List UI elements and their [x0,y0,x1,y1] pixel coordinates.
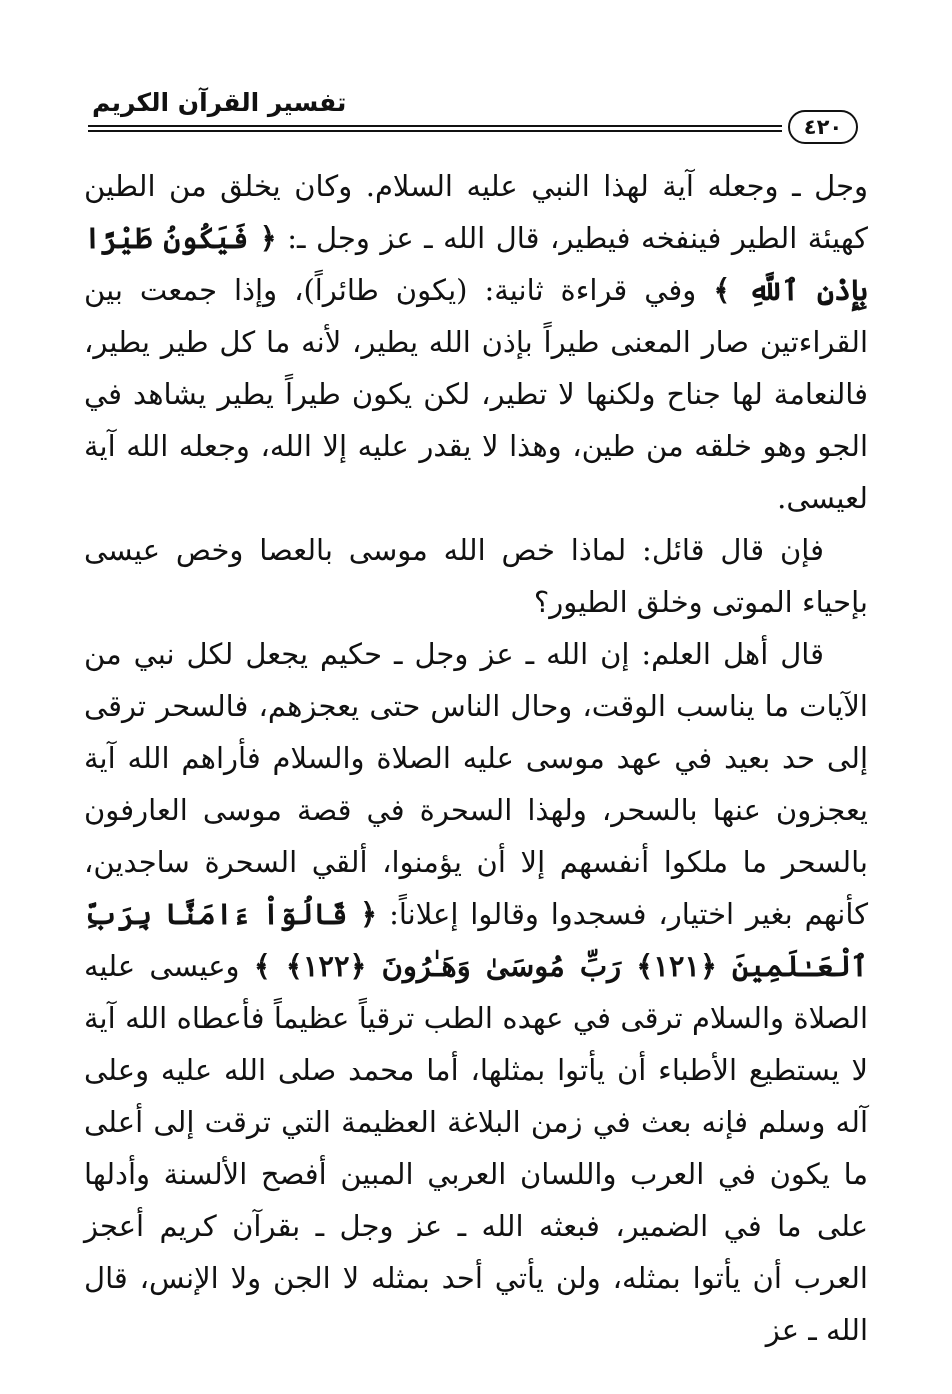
paragraph-text: فإن قال قائل: لماذا خص الله موسى بالعصا وخص عيسى بإحياء الموتى وخلق الطيور؟ [84,533,868,619]
body-text [84,160,868,1356]
running-title: تفسير القرآن الكريم [92,88,347,117]
paragraph [84,628,868,1356]
paragraph [84,524,868,628]
paragraph [84,160,868,524]
quran-verse: ﴿ قَالُوٓاْ ءَامَنَّا بِرَبِّ ٱلْعَـٰلَمِينَ ﴿١٢١﴾ رَبِّ مُوسَىٰ وَهَـٰرُونَ ﴿١٢٢﴾ ﴾ [84,897,868,983]
page-header [88,80,864,150]
paragraph-text: وجل ـ وجعله آية لهذا النبي عليه السلام. وكان يخلق من الطين كهيئة الطير فينفخه فيطير، قال الله ـ عز وجل ـ: [84,169,868,255]
paragraph-text: وفي قراءة ثانية: (يكون طائراً)، وإذا جمعت بين القراءتين صار المعنى طيراً بإذن الله يطير، لأنه ما كل طير يطير، فالنعامة لها جناح ولكنها لا تطير، لكن يكون طيراً يطير يشاهد في الجو وهو خلقه من طين، وهذا لا يقدر عليه إلا الله، وجعله الله آية لعيسى. [84,273,868,515]
header-rule [88,125,782,132]
paragraph-text: قال أهل العلم: إن الله ـ عز وجل ـ حكيم يجعل لكل نبي من الآيات ما يناسب الوقت، وحال الناس حتى يعجزهم، فالسحر ترقى إلى حد بعيد في عهد موسى عليه الصلاة والسلام فأراهم الله آية يعجزون عنها بالسحر، ولهذا السحرة في قصة موسى العارفون بالسحر ما ملكوا أنفسهم إلا أن يؤمنوا، ألقي السحرة ساجدين، كأنهم بغير اختيار، فسجدوا وقالوا إعلاناً: [84,637,869,931]
paragraph-text: وعيسى عليه الصلاة والسلام ترقى في عهده الطب ترقياً عظيماً فأعطاه الله آية لا يستطيع الأطباء أن يأتوا بمثلها، أما محمد صلى الله عليه وعلى آله وسلم فإنه بعث في زمن البلاغة العظيمة التي ترقت إلى أعلى ما يكون في العرب واللسان العربي المبين أفصح الألسنة وأدلها على ما في الضمير، فبعثه الله ـ عز وجل ـ بقرآن كريم أعجز العرب أن يأتوا بمثله، ولن يأتي أحد بمثله لا الجن ولا الإنس، قال الله ـ عز [84,949,868,1347]
page-number: ٤٢٠ [788,110,858,144]
quran-verse: ﴿ فَيَكُونُ طَيْرًا بِإِذْنِ ٱللَّهِ ﴾ [84,221,869,307]
